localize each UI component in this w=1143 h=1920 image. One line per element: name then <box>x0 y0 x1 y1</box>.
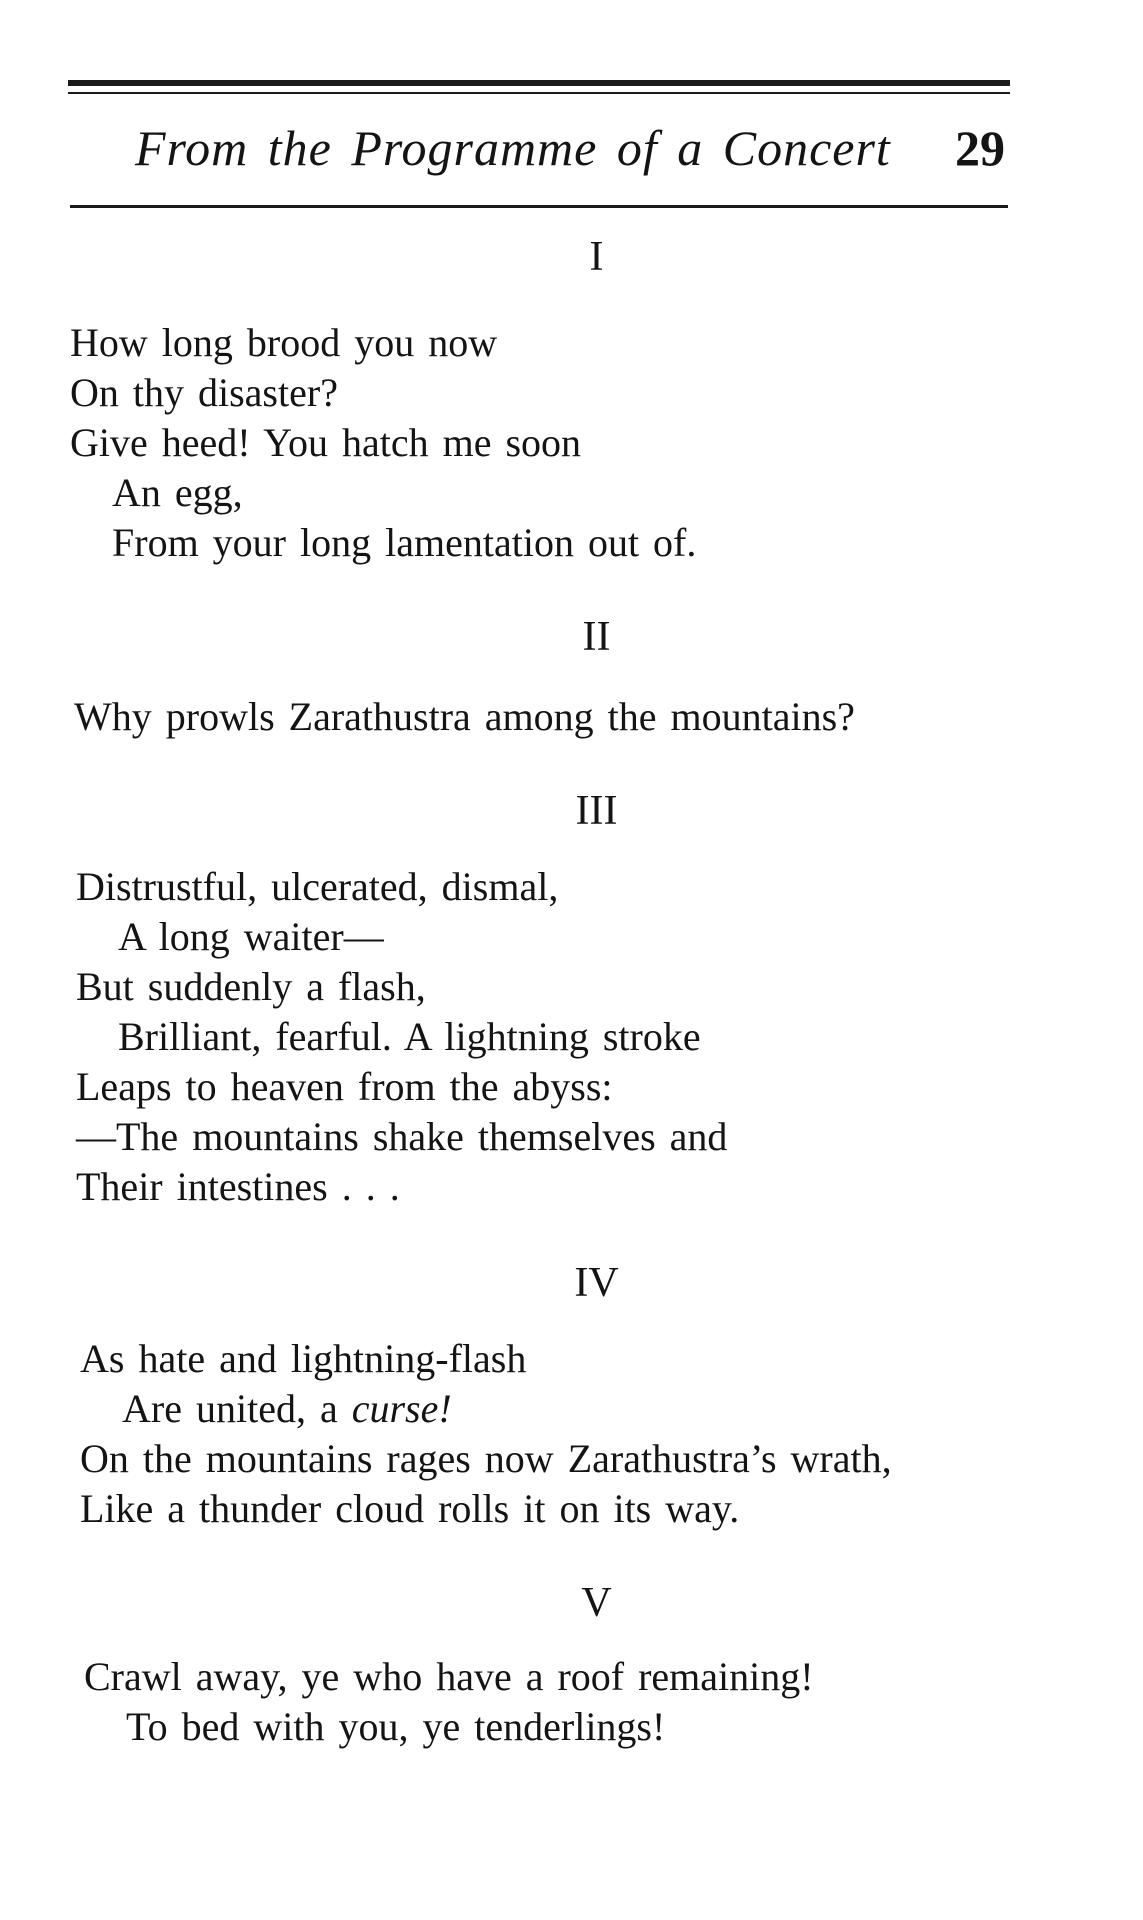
verse-line: A long waiter— <box>118 914 384 959</box>
verse-line-text: Are united, a <box>122 1386 352 1431</box>
verse-line: Like a thunder cloud rolls it on its way. <box>80 1486 740 1531</box>
stanza-5 <box>84 1652 814 1752</box>
section-numeral-4: IV <box>574 1260 619 1306</box>
emphasized-word: curse! <box>351 1386 452 1431</box>
header-rule-thin <box>68 92 1010 94</box>
verse-line: Crawl away, ye who have a roof remaining! <box>84 1654 814 1699</box>
verse-line: —The mountains shake themselves and <box>76 1114 728 1159</box>
verse-line: Their intestines . . . <box>76 1164 400 1209</box>
running-head <box>135 118 1015 178</box>
verse-line: An egg, <box>112 470 243 515</box>
stanza-2 <box>74 692 855 742</box>
stanza-1 <box>70 318 696 568</box>
section-numeral-3: III <box>575 788 618 834</box>
section-numeral-1: I <box>589 234 604 280</box>
stanza-4 <box>80 1334 892 1534</box>
verse-line: Distrustful, ulcerated, dismal, <box>76 864 559 909</box>
verse-line: On thy disaster? <box>70 370 338 415</box>
verse-line: Leaps to heaven from the abyss: <box>76 1064 613 1109</box>
verse-line: Brilliant, fearful. A lightning stroke <box>118 1014 701 1059</box>
verse-line <box>80 1384 892 1434</box>
verse-line: How long brood you now <box>70 320 498 365</box>
section-numeral-2: II <box>582 614 611 660</box>
verse-line: But suddenly a flash, <box>76 964 426 1009</box>
section-numeral-5: V <box>581 1580 612 1626</box>
header-rule-bottom <box>70 205 1008 208</box>
verse-line: On the mountains rages now Zarathustra’s wrath, <box>80 1436 892 1481</box>
verse-line: To bed with you, ye tenderlings! <box>126 1704 666 1749</box>
verse-line: Give heed! You hatch me soon <box>70 420 582 465</box>
page-number: 29 <box>955 120 1005 176</box>
running-head-title: From the Programme of a Concert <box>135 120 891 176</box>
verse-line: As hate and lightning-flash <box>80 1336 527 1381</box>
verse-line: Why prowls Zarathustra among the mountains? <box>74 694 855 739</box>
verse-line: From your long lamentation out of. <box>112 520 697 565</box>
stanza-3 <box>76 862 727 1212</box>
header-rule-thick <box>68 80 1010 86</box>
